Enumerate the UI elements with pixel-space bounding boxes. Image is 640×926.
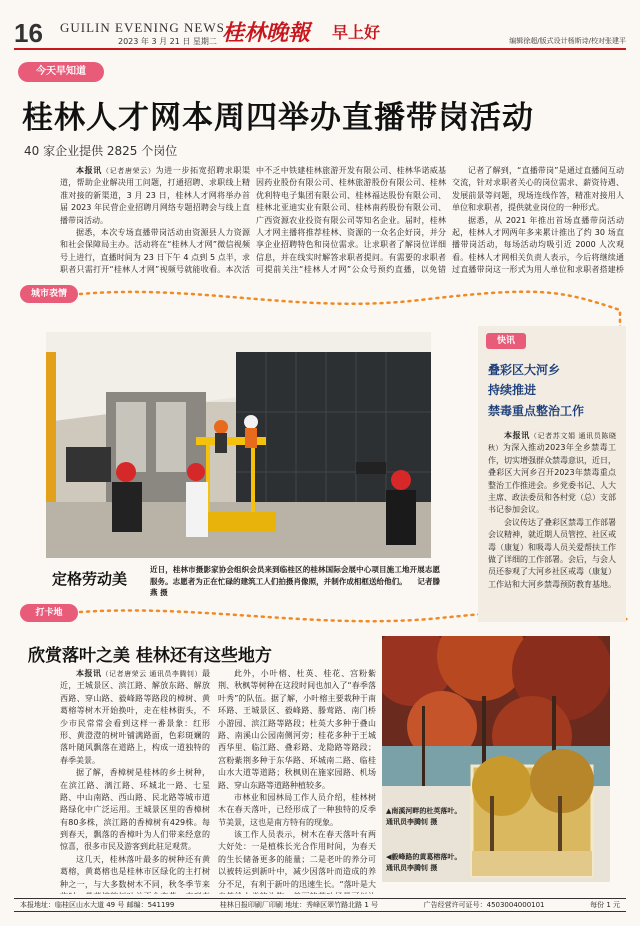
section-tag-city: 城市表情 (20, 285, 78, 303)
sidebar-headline (488, 360, 584, 421)
footer-printer: 桂林日报印刷厂印刷 地址：秀峰区翠竹路北路 1 号 (219, 901, 379, 909)
story1-column-2 (256, 165, 446, 275)
section-tag-flash: 快讯 (486, 333, 526, 349)
sidebar-body (488, 430, 616, 615)
footer-address: 本报地址：临桂区山水大道 49 号 邮编：541199 (20, 901, 175, 909)
section-tag-today: 今天早知道 (18, 62, 104, 82)
page-number: 16 (14, 18, 43, 48)
sidebar-headline-line: 叠彩区大河乡 (488, 363, 561, 377)
photo-caption-1: ▲南溪河畔的杜英落叶。 通讯员李腾钊 摄 (386, 807, 462, 826)
sidebar-para: 会议传达了叠彩区禁毒工作部署会议精神，就近期人员管控、社区戒毒（康复）和吸毒人员关爱帮扶工作做了详细的工作部署。会后，与会人员还参观了大河乡社区戒毒（康复）工作站和大河乡禁毒预防教育基地。 (488, 517, 616, 589)
paper-name-english: GUILIN EVENING NEWS (60, 20, 225, 35)
section-tag-checkin: 打卡地 (20, 604, 78, 622)
headline-main: 桂林人才网本周四举办直播带岗活动 (22, 100, 534, 136)
header-rule (14, 48, 626, 50)
story1-column-3 (452, 165, 624, 275)
story2-para: 本报讯（记者唐荣云 通讯员李腾钊）最近，王城景区、滨江路、解放东路、解放西路、穿山路、毅峰路等路段的樟树、黄葛榕等树木开始换叶，走在桂林街头，不少市民常常会看到这样一番景象：红形形、黄澄澄的树叶铺满路面，色彩斑斓的落叶随风飘落在道路上，构成一道独特的春季美景。 (60, 669, 210, 765)
photo-credit: 记者滕燕 摄 (150, 576, 441, 598)
story2-para: 该工作人员表示，树木在春天落叶有两大好处：一是植株长光合作用时间，为春天的生长储备更多的能量；二是老叶的养分可以被转运到新叶中，减少因落叶而造成的养分不足，有利于新叶的迅速生长。“落叶是大 (218, 830, 376, 889)
story1-para: 本报讯（记者唐荣云）为进一步拓宽招聘求职渠道，帮助企业解决用工问题，打通招聘、求职线上精准对接的新渠道，3 月 23 日，桂林人才网将举办首届 2023 年民营企业招聘月网络专题招聘会与线上直播带岗活动。 (60, 166, 250, 225)
story2-column-1 (60, 668, 210, 894)
story2-para: 此外，小叶榕、杜英、桂花、宫粉紫荆、秋枫等树种在这段时间也加入了“春季落叶秀”的队伍。据了解，小叶榕主要栽种于南环路、王城景区、毅峰路、滕莺路、南门桥小游园、滨江路等路段；杜英大多种于叠山路、南溪山公园南侧河旁；桂花多种于王城西华里、临江路、叠彩路、龙隐路等路段；宫粉紫荆多种于东华路、环城南二路、临桂山水大道等道路；秋枫则在施家园路、机场路、穿山东路等道路种植较多。 (218, 669, 376, 790)
sidebar-headline-line: 持续推进 (488, 383, 537, 398)
section-name: 早上好 (332, 23, 381, 42)
story2-para: 据了解，香樟树是桂林的乡土树种，在滨江路、漓江路、环城北一路、七星路、中山南路、西山路、民北路等城市道路绿化中广泛运用。王城景区里的香樟树有80多株，滨江路的香樟树有429株。每到春天，飘落的香樟叶为人们带来经意的惊喜，很多市民及游客到此驻足观赏。 (60, 768, 210, 852)
story2-para: 市林业和园林局工作人员介绍，桂林树木在春天落叶，已经形成了一种独特的反季节美景，这也是南方特有的现象。 (218, 792, 376, 827)
editor-credits: 编辑徐超/版式设计杨斯诗/校对张建平 (509, 37, 626, 45)
footer-bar (14, 898, 626, 912)
paper-logo: 桂林晚報 (222, 20, 311, 46)
story1-column-1 (60, 165, 250, 275)
story1-para: 据悉，本次专场直播带岗活动由资源县人力资源和社会保障局主办。活动将在“桂林人才网”微信视频号上进行，直播时间为 23 日下午 4 点到 5 点半，求职者只需打开“桂林人才网”视频号就能收看。本次活 (60, 227, 250, 275)
photo-caption-2: ◀毅峰路的黄葛榕落叶。 通讯员李腾钊 摄 (386, 853, 462, 872)
photo-caption: 近日，桂林市摄影家协会组织会员来到临桂区的桂林国际会展中心项目施工地开展志愿服务。志愿者为正在忙碌的建筑工人们拍摄肖像照，并制作成相框送给他们。 记者滕燕 摄 (150, 565, 441, 598)
sidebar-para: 本报讯（记者苏文娟 通讯员陈晓秋）为深入推动2023年全乡禁毒工作，切实增强群众禁毒意识，近日，叠彩区大河乡召开2023年禁毒重点整治工作推进会。乡党委书记、人大主席、政法委员和各村党（总）支部书记参加会议。 (488, 431, 616, 515)
story2-column-2 (218, 668, 376, 894)
story1-para: 据悉，从 2021 年推出首场直播带岗活动起，桂林人才网两年多来累计推出了约 30 场直播带岗活动，每场活动均吸引近 2000 人次观看。桂林人才网相关负责人表示，今后将继续通过直播带岗这一形式为用人单位和求职者搭建桥 (452, 215, 624, 275)
footer-price: 每份 1 元 (590, 901, 620, 909)
issue-date: 2023 年 3 月 21 日 星期二 (118, 37, 217, 46)
sidebar-headline-line: 禁毒重点整治工作 (488, 403, 585, 418)
story2-para: 这几天，桂林落叶最多的树种还有黄葛榕，黄葛榕也是桂林市区绿化的主打树种之一，与大多数树木不同，秋冬季节来 (60, 854, 210, 889)
story1-para: 中不乏中铁建桂林旅游开发有限公司、桂林华诺威基因药业股份有限公司、桂林旅游股份有限公司、桂林优利特电子集团有限公司、桂林福达股份有限公司、桂林北亚迪实业有限公司、桂林南药股份有限公司、广西资源农业投资有限公司等知名企业。届时，桂林人才网主播将推荐桂林、资源的一众名企好岗，并分享企业招聘特色和岗位需求。让求职者了解岗位详细信息，并在线实时解答求职者提问。有需要的求职者可提前关注“桂林人才网”公众号预约直播，以免错 (256, 166, 446, 275)
story1-para: 记者了解到，“直播带岗”是通过直播间互动交流，针对求职者关心的岗位需求、薪资待遇、发展前景等问题，现场连线作答，精准对接用人单位和求职者，提供就业岗位的一种形式。 (452, 166, 624, 213)
subheadline-main: 40 家企业提供 2825 个岗位 (24, 144, 178, 158)
photo-fallen-leaves (382, 636, 610, 882)
photo-caption-title: 定格劳动美 (52, 570, 128, 588)
photo-volunteer-photographers (46, 332, 431, 558)
headline-secondary: 欣赏落叶之美 桂林还有这些地方 (28, 646, 272, 666)
footer-license: 广告经营许可证号：4503004000101 (423, 901, 545, 909)
